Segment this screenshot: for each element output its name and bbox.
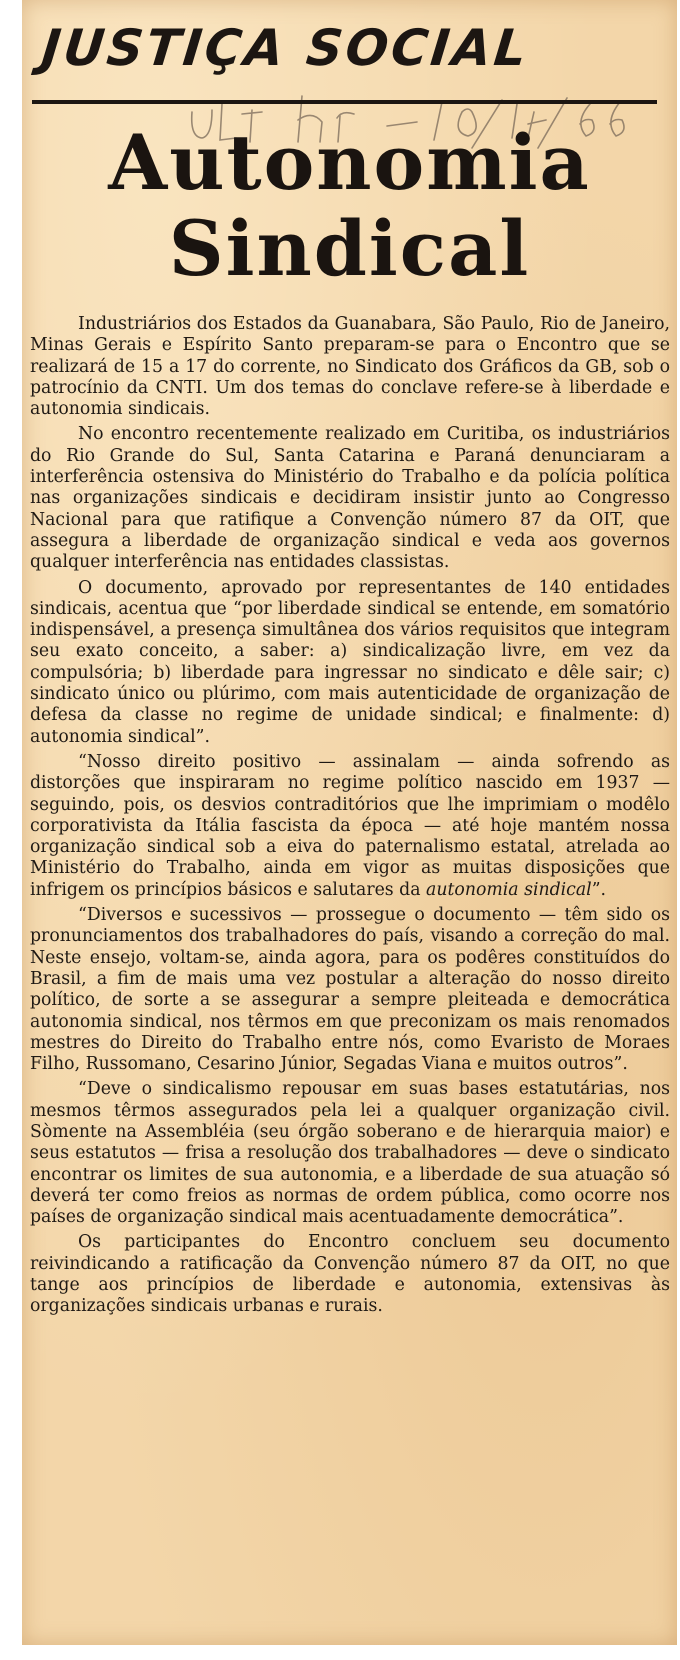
paragraph-4-text: “Nosso direito positivo — assinalam — ainda sofrendo as distorções que inspiraram no regime político nascido em 1937 — seguindo, pois, os desvios contraditórios que lhe imprimiam o modêlo corporativista da Itália fascista da época — até hoje mantém nossa organização sindical sob a eiva do paternalismo estatal, atrelada ao Ministério do Trabalho, ainda em vigor as muitas disposições que infrigem os princípios básicos e salutares da <box>30 751 670 900</box>
headline-line-1: Autonomia <box>108 118 591 207</box>
paragraph-3: O documento, aprovado por representantes de 140 entidades sindicais, acentua que “por liberdade sindical se entende, em somatório indispensável, a presença simultânea dos vários requisitos que integram seu exato conceito, a saber: a) sindicalização livre, em vez da compulsória; b) liberdade para ingressar no sindicato e dêle sair; c) sindicato único ou plúrimo, com mais autenticidade de organização de defesa da classe no regime de unidade sindical; e finalmente: d) autonomia sindical”. <box>30 577 670 747</box>
paragraph-4-italic: autonomia sindical <box>426 879 592 900</box>
headline <box>22 120 677 292</box>
paragraph-7: Os participantes do Encontro concluem seu documento reivindicando a ratificação da Convenção número 87 da OIT, no que tange aos princípios de liberdade e autonomia, extensivas às organizações sindicais urbanas e rurais. <box>30 1232 670 1317</box>
article-body <box>30 314 670 1322</box>
paragraph-1: Industriários dos Estados da Guanabara, São Paulo, Rio de Janeiro, Minas Gerais e Espírito Santo preparam-se para o Encontro que se realizará de 15 a 17 do corrente, no Sindicato dos Gráficos da GB, sob o patrocínio da CNTI. Um dos temas do conclave refere-se à liberdade e autonomia sindicais. <box>30 314 670 420</box>
section-header: JUSTIÇA SOCIAL <box>38 19 533 77</box>
paragraph-2: No encontro recentemente realizado em Curitiba, os industriários do Rio Grande do Sul, Santa Catarina e Paraná denunciaram a interferência ostensiva do Ministério do Trabalho e da polícia política nas organizações sindicais e decidiram insistir junto ao Congresso Nacional para que ratifique a Convenção número 87 da OIT, que assegura a liberdade de organização sindical e veda aos governos qualquer interferência nas entidades classistas. <box>30 424 670 573</box>
paragraph-6: “Deve o sindicalismo repousar em suas bases estatutárias, nos mesmos têrmos assegurados pela lei a qualquer organização civil. Sòmente na Assembléia (seu órgão soberano e de hierarquia maior) e seus estatutos — frisa a resolução dos trabalhadores — deve o sindicato encontrar os limites de sua autonomia, e a liberdade de sua atuação só deverá ter como freios as normas de ordem pública, como ocorre nos países de organização sindical mais acentuadamente democrática”. <box>30 1079 670 1228</box>
newspaper-clipping <box>22 0 677 1645</box>
headline-line-2: Sindical <box>168 204 531 293</box>
paragraph-4-closing: ”. <box>591 879 607 900</box>
header-rule <box>32 100 657 104</box>
paragraph-5: “Diversos e sucessivos — prossegue o documento — têm sido os pronunciamentos dos trabalhadores do país, visando a correção do mal. Neste ensejo, voltam-se, ainda agora, para os podêres constituídos do Brasil, a fim de mais uma vez postular a alteração do nosso direito político, de sorte a se assegurar a sempre pleiteada e democrática autonomia sindical, nos têrmos em que preconizam os mais renomados mestres do Direito do Trabalho entre nós, como Evaristo de Moraes Filho, Russomano, Cesarino Júnior, Segadas Viana e muitos outros”. <box>30 905 670 1075</box>
paragraph-4 <box>30 752 670 901</box>
